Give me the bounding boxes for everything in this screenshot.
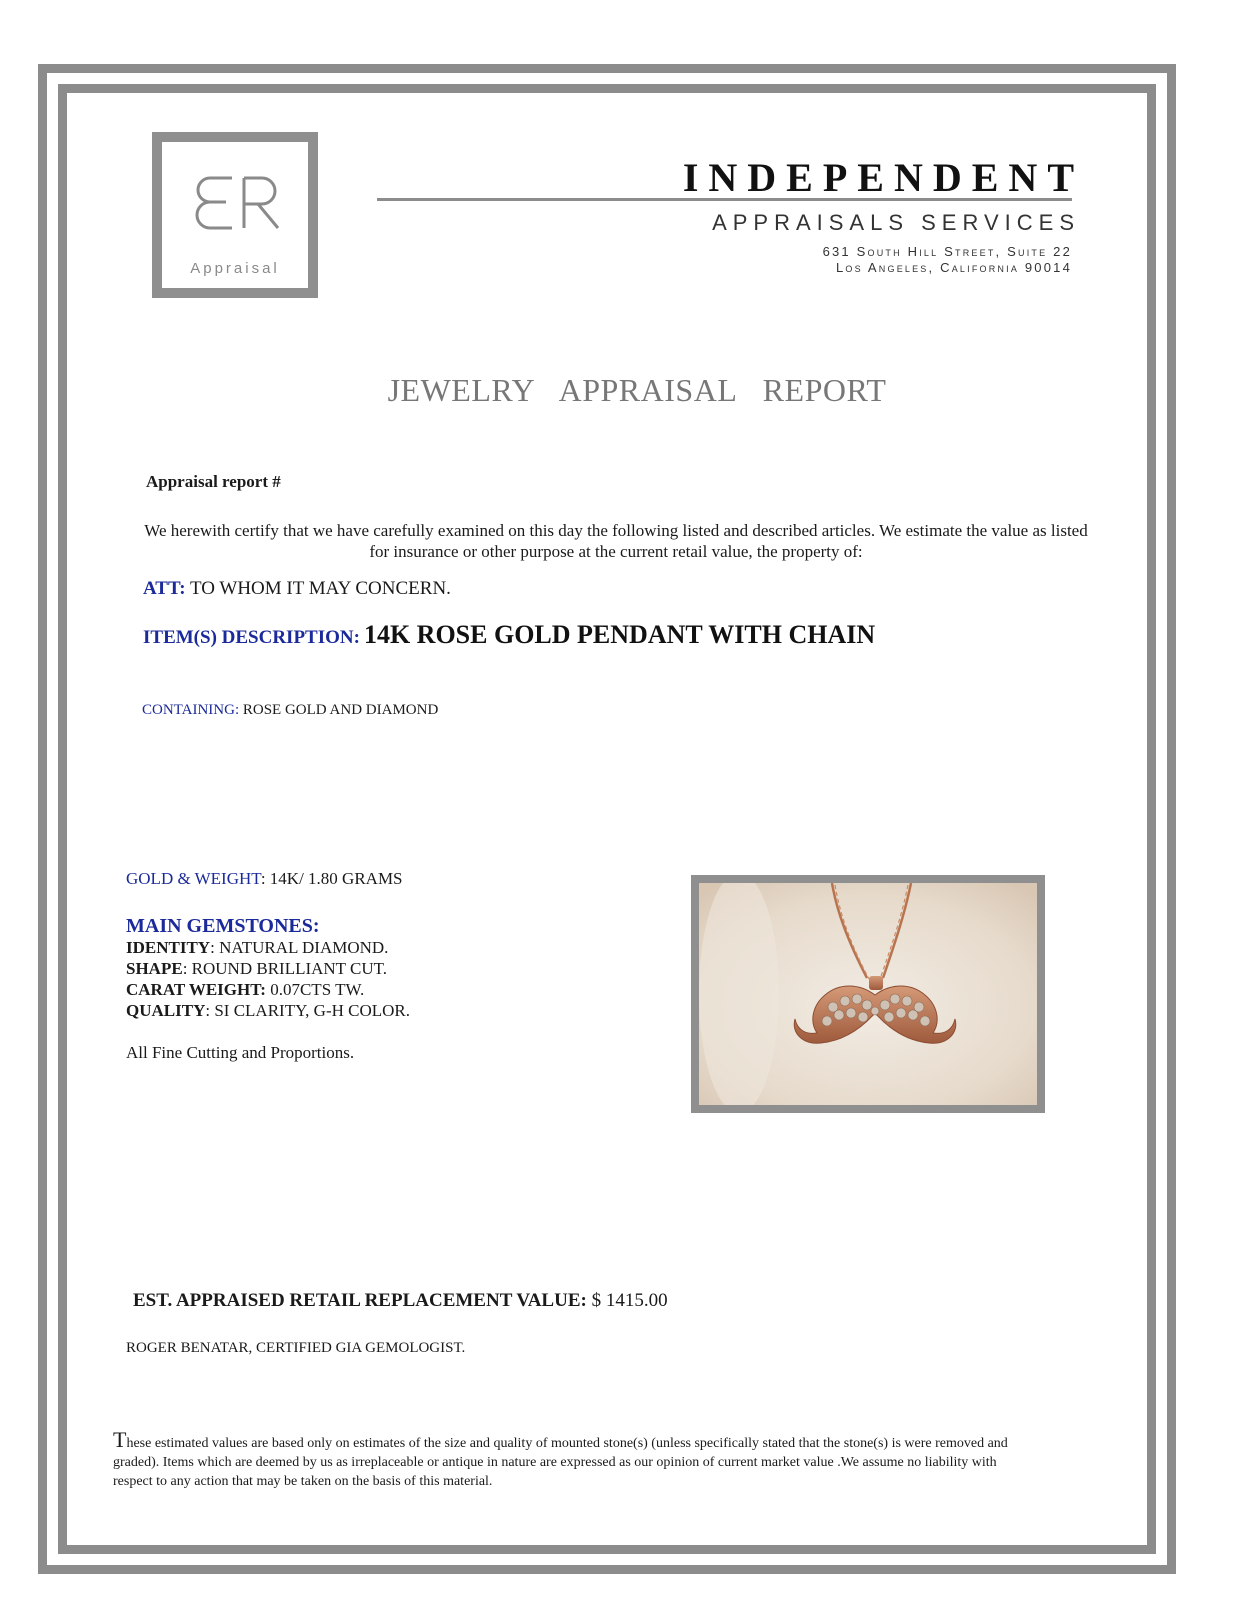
logo — [152, 132, 318, 298]
disclaimer-text: hese estimated values are based only on estimates of the size and quality of mounted stone(s) (unless specifically stated that the stone(s) is were removed and graded). Items which are deemed by us as irreplaceable or antique in nature are expressed as our opinion of current market value .We assume no liability with respect to any action that may be taken on the basis of this material. — [113, 1436, 1008, 1489]
certification-text: We herewith certify that we have carefully examined on this day the following listed and described articles. We estimate the value as listed for insurance or other purpose at the current retail value, the property of: — [144, 521, 1088, 561]
quality-value: : SI CLARITY, G-H COLOR. — [205, 1001, 410, 1020]
carat-label: CARAT WEIGHT: — [126, 980, 266, 999]
item-label: ITEM(S) DESCRIPTION: — [143, 627, 360, 648]
containing-value: ROSE GOLD AND DIAMOND — [242, 702, 439, 718]
appraised-value-amount: $ 1415.00 — [591, 1290, 668, 1311]
identity-value: : NATURAL DIAMOND. — [210, 938, 389, 957]
containing-line — [142, 702, 438, 719]
report-number-label: Appraisal report # — [146, 472, 281, 491]
address-line-1: 631 South Hill Street, Suite 22 — [822, 244, 1072, 259]
containing-label: CONTAINING: — [142, 702, 240, 718]
inner-border — [58, 84, 1156, 1554]
logo-monogram-icon — [192, 172, 298, 252]
shape-line — [126, 958, 410, 979]
shape-value: : ROUND BRILLIANT CUT. — [182, 959, 387, 978]
gold-weight-label: GOLD & WEIGHT — [126, 869, 261, 888]
company-subtitle: APPRAISALS SERVICES — [712, 210, 1080, 235]
disclaimer-drop-cap: T — [113, 1427, 127, 1452]
att-line — [143, 578, 451, 600]
logo-word: Appraisal — [190, 260, 280, 277]
report-title: JEWELRY APPRAISAL REPORT — [387, 372, 887, 408]
item-description — [143, 620, 875, 650]
gold-weight-value: : 14K/ 1.80 GRAMS — [260, 869, 403, 888]
quality-line — [126, 1000, 410, 1021]
address-line-2: Los Angeles, California 90014 — [836, 260, 1072, 275]
company-address — [823, 244, 1072, 276]
gemologist-signature-line: ROGER BENATAR, CERTIFIED GIA GEMOLOGIST. — [126, 1340, 466, 1356]
appraised-value-line — [133, 1290, 668, 1312]
gemstones-heading: MAIN GEMSTONES: — [126, 915, 320, 937]
shape-label: SHAPE — [126, 959, 183, 978]
disclaimer — [113, 1427, 1013, 1491]
item-value: 14K ROSE GOLD PENDANT WITH CHAIN — [363, 620, 876, 649]
main-gemstones — [126, 916, 410, 1021]
pendant-photo — [691, 875, 1045, 1113]
att-label: ATT: — [143, 578, 186, 599]
gold-weight-line — [126, 869, 403, 889]
identity-line — [126, 937, 410, 958]
appraised-value-label: EST. APPRAISED RETAIL REPLACEMENT VALUE: — [133, 1290, 587, 1311]
identity-label: IDENTITY — [126, 938, 211, 957]
cutting-note: All Fine Cutting and Proportions. — [126, 1043, 355, 1062]
company-name: INDEPENDENT — [682, 155, 1084, 200]
pendant-image — [699, 883, 1037, 1105]
att-value: TO WHOM IT MAY CONCERN. — [190, 578, 451, 599]
quality-label: QUALITY — [126, 1001, 206, 1020]
carat-line — [126, 979, 410, 1000]
carat-value: 0.07CTS TW. — [265, 980, 365, 999]
